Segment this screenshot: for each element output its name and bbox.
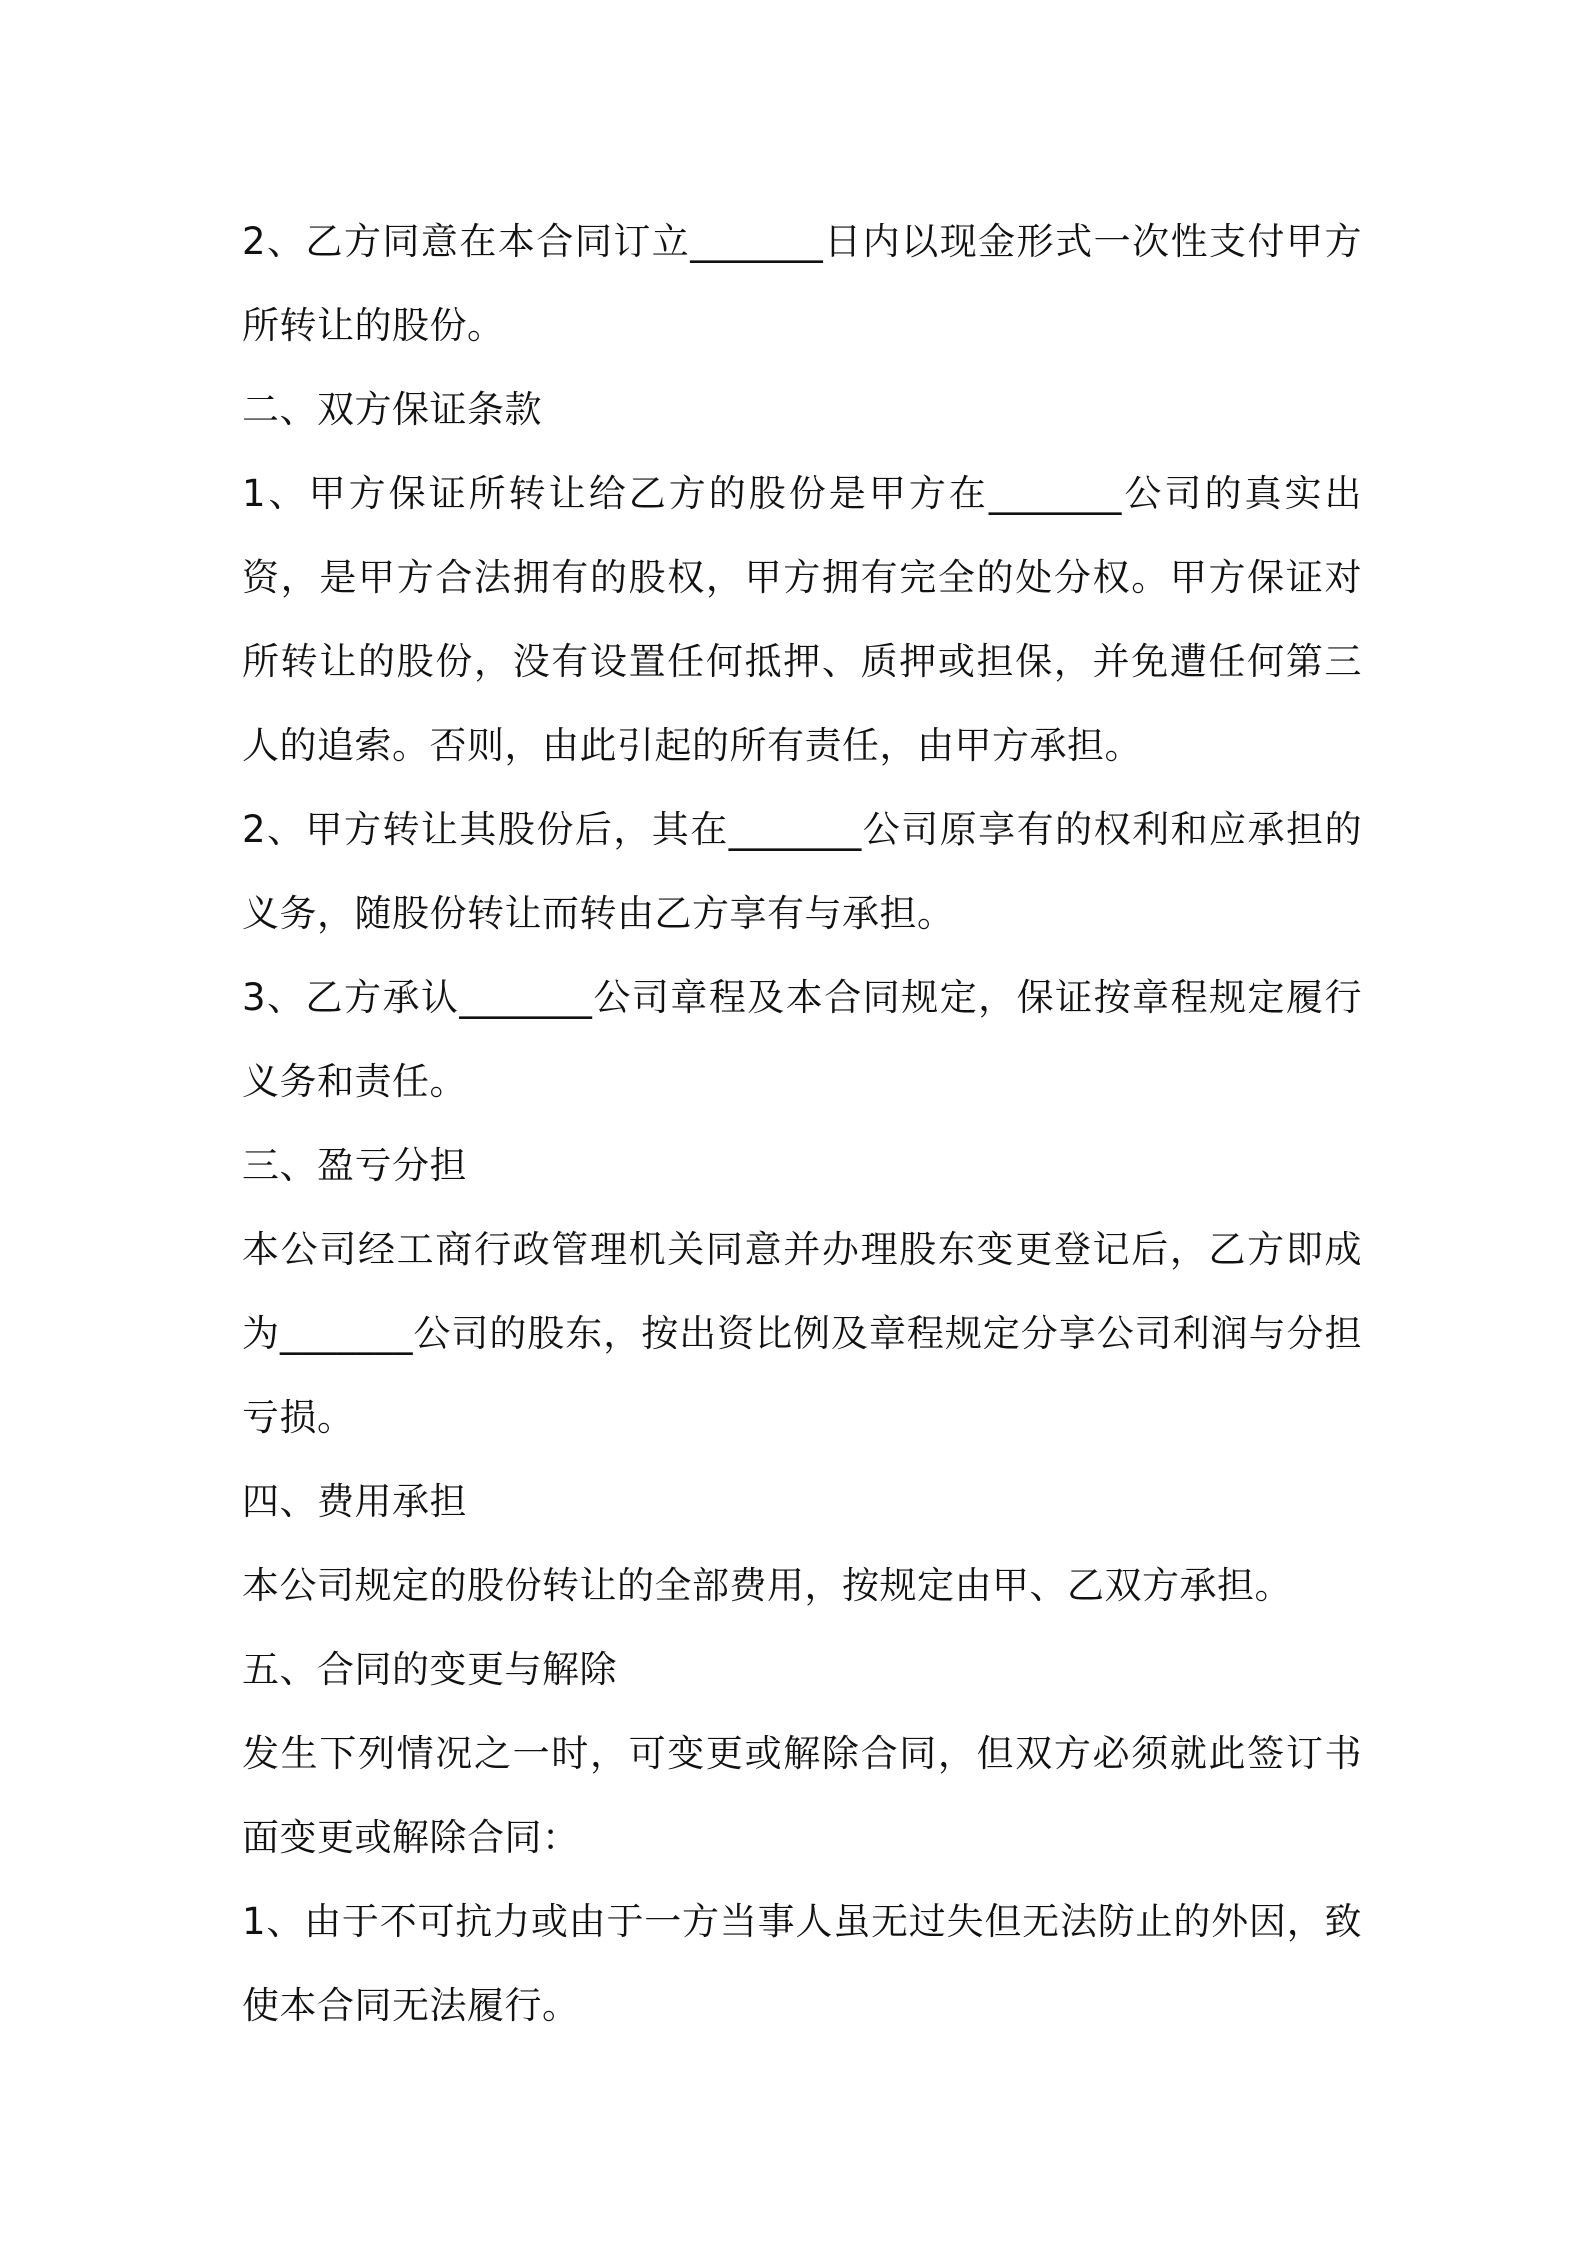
- modification-clause-1: 1、由于不可抗力或由于一方当事人虽无过失但无法防止的外因，致使本合同无法履行。: [242, 1900, 1362, 2027]
- section-heading-profit-loss: 三、盈亏分担: [242, 1144, 467, 1187]
- guarantee-clause-2: 2、甲方转让其股份后，其在_______公司原享有的权利和应承担的义务，随股份转让而转由乙方享有与承担。: [242, 808, 1362, 935]
- section-heading-modification: 五、合同的变更与解除: [242, 1648, 617, 1691]
- profit-loss-clause: 本公司经工商行政管理机关同意并办理股东变更登记后，乙方即成为_______公司的股东，按出资比例及章程规定分享公司利润与分担亏损。: [242, 1228, 1362, 1439]
- section-heading-guarantees: 二、双方保证条款: [242, 388, 542, 431]
- payment-clause: 2、乙方同意在本合同订立_______日内以现金形式一次性支付甲方所转让的股份。: [242, 220, 1362, 347]
- guarantee-clause-1: 1、甲方保证所转让给乙方的股份是甲方在_______公司的真实出资，是甲方合法拥有的股权，甲方拥有完全的处分权。甲方保证对所转让的股份，没有设置任何抵押、质押或担保，并免遭任何第三人的追索。否则，由此引起的所有责任，由甲方承担。: [242, 472, 1362, 767]
- expenses-clause: 本公司规定的股份转让的全部费用，按规定由甲、乙双方承担。: [242, 1564, 1292, 1607]
- section-heading-expenses: 四、费用承担: [242, 1480, 467, 1523]
- guarantee-clause-3: 3、乙方承认_______公司章程及本合同规定，保证按章程规定履行义务和责任。: [242, 976, 1362, 1103]
- document-body: [242, 200, 1362, 2048]
- modification-intro: 发生下列情况之一时，可变更或解除合同，但双方必须就此签订书面变更或解除合同：: [242, 1732, 1362, 1859]
